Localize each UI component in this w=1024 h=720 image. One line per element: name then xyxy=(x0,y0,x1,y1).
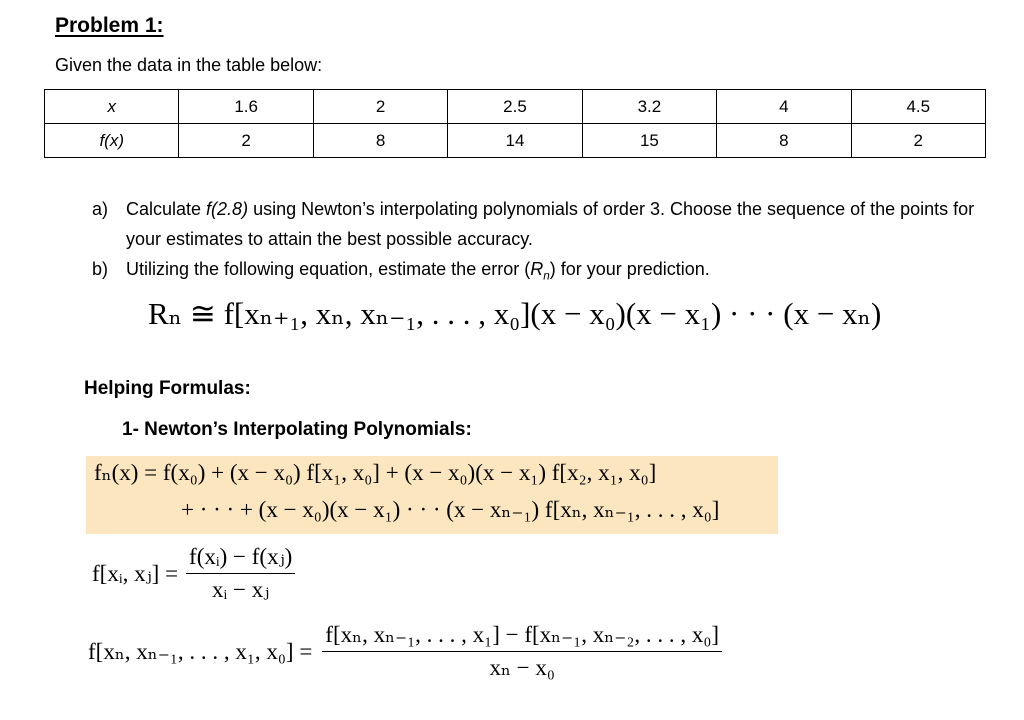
divided-difference-first-lhs: f[xᵢ, xⱼ] = xyxy=(92,560,179,586)
question-b-marker: b) xyxy=(92,259,109,279)
newton-formula-line-1: fₙ(x) = f(x₀) + (x − x₀) f[x₁, x₀] + (x − x₀)(x − x₁) f[x₂, x₁, x₀] xyxy=(94,460,657,485)
table-cell: 2 xyxy=(313,90,447,124)
table-cell: 8 xyxy=(313,124,447,158)
divided-difference-first-fraction xyxy=(186,544,295,603)
divided-difference-nth xyxy=(88,622,722,681)
table-header-x: x xyxy=(45,90,179,124)
table-cell: 2 xyxy=(851,124,985,158)
table-cell: 4.5 xyxy=(851,90,985,124)
data-table xyxy=(44,89,986,158)
question-a-emph: f(2.8) xyxy=(206,199,249,219)
question-b-sub: n xyxy=(543,269,550,283)
table-row-x xyxy=(45,90,986,124)
table-row-fx xyxy=(45,124,986,158)
question-b-pre: Utilizing the following equation, estimate the error ( xyxy=(126,259,531,279)
table-cell: 15 xyxy=(582,124,716,158)
problem-title: Problem 1: xyxy=(55,14,164,37)
fraction-numerator: f[xₙ, xₙ₋₁, . . . , x₁] − f[xₙ₋₁, xₙ₋₂, . . . , x₀] xyxy=(325,622,720,647)
question-b-emph: R xyxy=(530,259,544,279)
divided-difference-first xyxy=(92,544,295,603)
newton-formula-line-2: + · · · + (x − x₀)(x − x₁) · · · (x − xₙ₋₁) f[xₙ, xₙ₋₁, . . . , x₀] xyxy=(181,497,720,522)
table-cell: 1.6 xyxy=(179,90,313,124)
newton-heading: 1- Newton’s Interpolating Polynomials: xyxy=(122,419,472,440)
question-b-post: ) for your prediction. xyxy=(549,259,710,279)
question-list xyxy=(92,194,1002,292)
fraction-numerator: f(xᵢ) − f(xⱼ) xyxy=(189,544,293,569)
question-a-text xyxy=(126,194,1002,254)
fraction-denominator: xᵢ − xⱼ xyxy=(186,573,295,603)
divided-difference-nth-fraction xyxy=(322,622,722,681)
table-cell: 3.2 xyxy=(582,90,716,124)
divided-difference-nth-lhs: f[xₙ, xₙ₋₁, . . . , x₁, x₀] = xyxy=(88,638,313,664)
error-equation: Rₙ ≅ f[xₙ₊₁, xₙ, xₙ₋₁, . . . , x₀](x − x₀)(x − x₁) · · · (x − xₙ) xyxy=(148,296,882,331)
question-a-pre: Calculate xyxy=(126,199,207,219)
table-cell: 4 xyxy=(717,90,851,124)
table-cell: 2.5 xyxy=(448,90,582,124)
fraction-denominator: xₙ − x₀ xyxy=(322,651,722,681)
helping-formulas-heading: Helping Formulas: xyxy=(84,378,251,399)
question-a xyxy=(92,194,1002,254)
table-header-fx: f(x) xyxy=(45,124,179,158)
table-cell: 2 xyxy=(179,124,313,158)
question-b xyxy=(92,254,1002,292)
question-a-post: using Newton’s interpolating polynomials of order 3. Choose the sequence of the points for your estimates to attain the best possible accuracy. xyxy=(126,199,975,249)
question-a-marker: a) xyxy=(92,199,109,219)
table-cell: 8 xyxy=(717,124,851,158)
table-cell: 14 xyxy=(448,124,582,158)
intro-text: Given the data in the table below: xyxy=(55,55,323,75)
question-b-text xyxy=(126,254,1002,292)
